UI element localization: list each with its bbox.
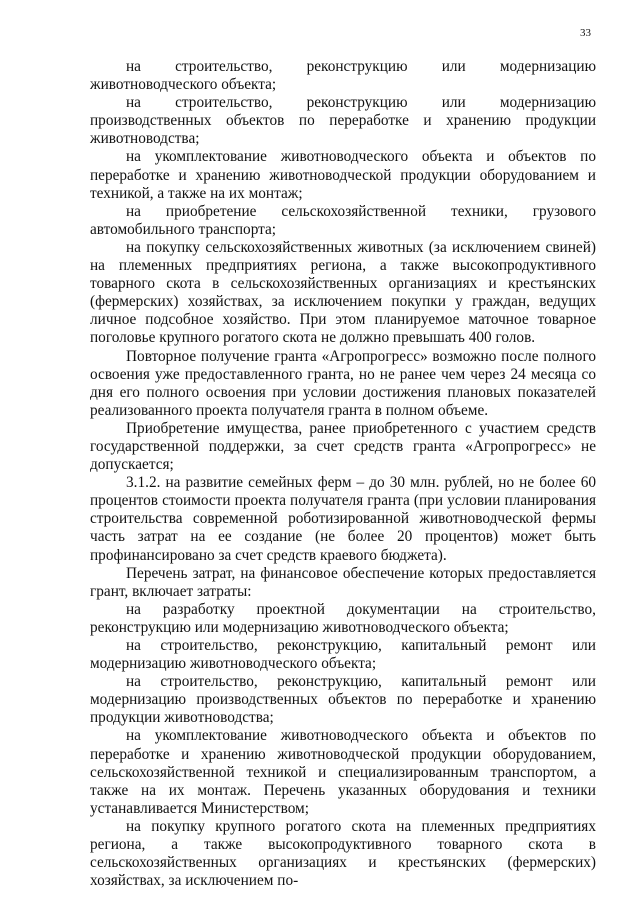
paragraph: на покупку крупного рогатого скота на племенных предприятиях региона, а также высокопродуктивного товарного скота в сельскохозяйственных организациях и крестьянских (фермерских) хозяйствах, за исключением по- [90, 817, 596, 890]
paragraph: на строительство, реконструкцию или модернизацию производственных объектов по переработке и хранению продукции животноводства; [90, 94, 596, 148]
paragraph: на приобретение сельскохозяйственной техники, грузового автомобильного транспорта; [90, 202, 596, 238]
paragraph: Перечень затрат, на финансовое обеспечение которых предоставляется грант, включает затраты: [90, 564, 596, 600]
paragraph: на укомплектование животноводческого объекта и объектов по переработке и хранению животноводческой продукции оборудованием, сельскохозяйственной техникой и специализированным транспортом, а также на их монтаж. Перечень указанных оборудования и техники устанавливается Министерством; [90, 727, 596, 817]
paragraph: Приобретение имущества, ранее приобретенного с участием средств государственной поддержки, за счет средств гранта «Агропрогресс» не допускается; [90, 419, 596, 474]
paragraph: на укомплектование животноводческого объекта и объектов по переработке и хранению животноводческой продукции оборудованием и техникой, а также на их монтаж; [90, 148, 596, 202]
paragraph: на строительство, реконструкцию или модернизацию животноводческого объекта; [90, 58, 596, 94]
page-number: 33 [580, 27, 591, 39]
paragraph: на строительство, реконструкцию, капитальный ремонт или модернизацию животноводческого объекта; [90, 637, 596, 673]
paragraph: Повторное получение гранта «Агропрогресс» возможно после полного освоения уже предоставленного гранта, но не ранее чем через 24 месяца со дня его полного освоения при условии достижения плановых показателей реализованного проекта получателя гранта в полном объеме. [90, 347, 596, 419]
document-body [90, 58, 596, 890]
paragraph: на разработку проектной документации на строительство, реконструкцию или модернизацию животноводческого объекта; [90, 600, 596, 636]
paragraph: на покупку сельскохозяйственных животных (за исключением свиней) на племенных предприятиях региона, а также высокопродуктивного товарного скота в сельскохозяйственных организациях и крестьянских (фермерских) хозяйствах, за исключением покупки у граждан, ведущих личное подсобное хозяйство. При этом планируемое маточное товарное поголовье крупного рогатого скота не должно превышать 400 голов. [90, 238, 596, 347]
paragraph: 3.1.2. на развитие семейных ферм – до 30 млн. рублей, но не более 60 процентов стоимости проекта получателя гранта (при условии планирования строительства современной роботизированной животноводческой фермы часть затрат на ее создание (не более 20 процентов) может быть профинансировано за счет средств краевого бюджета). [90, 474, 596, 564]
paragraph: на строительство, реконструкцию, капитальный ремонт или модернизацию производственных объектов по переработке и хранению продукции животноводства; [90, 673, 596, 727]
